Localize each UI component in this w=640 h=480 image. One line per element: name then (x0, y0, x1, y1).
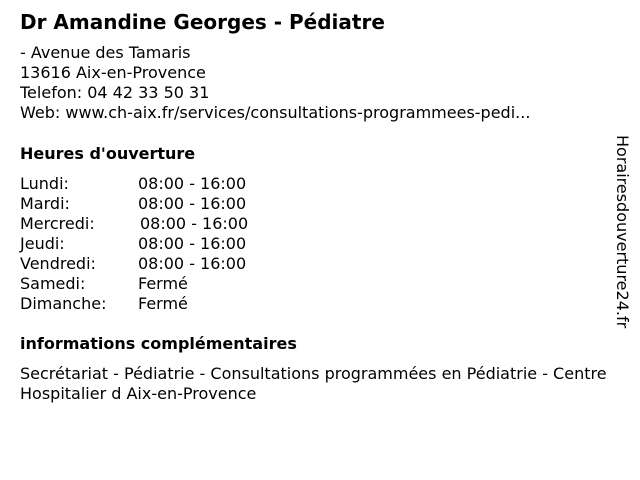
day-label: Lundi: (20, 174, 69, 193)
time-value: 08:00 - 16:00 (140, 214, 249, 233)
address-street: - Avenue des Tamaris (20, 43, 191, 62)
time-value: Fermé (138, 294, 188, 313)
day-label: Dimanche: (20, 294, 107, 313)
address-block (20, 43, 530, 123)
watermark-text: Horairesdouverture24.fr (613, 135, 632, 329)
day-label: Mardi: (20, 194, 70, 213)
info-heading: informations complémentaires (20, 334, 297, 353)
page-title: Dr Amandine Georges - Pédiatre (20, 10, 385, 34)
time-value: 08:00 - 16:00 (138, 194, 247, 213)
time-value: Fermé (138, 274, 188, 293)
address-city: 13616 Aix-en-Provence (20, 63, 206, 82)
day-label: Vendredi: (20, 254, 96, 273)
website-link[interactable]: Web: www.ch-aix.fr/services/consultations-programmees-pedi... (20, 103, 531, 122)
hours-heading: Heures d'ouverture (20, 144, 196, 163)
day-label: Mercredi: (20, 214, 95, 233)
info-description: Secrétariat - Pédiatrie - Consultations programmées en Pédiatrie - Centre Hospitalier d Aix-en-Provence (20, 364, 607, 403)
day-label: Jeudi: (20, 234, 65, 253)
time-value: 08:00 - 16:00 (138, 234, 247, 253)
phone-number: Telefon: 04 42 33 50 31 (20, 83, 210, 102)
time-value: 08:00 - 16:00 (138, 254, 247, 273)
day-label: Samedi: (20, 274, 86, 293)
time-value: 08:00 - 16:00 (138, 174, 247, 193)
